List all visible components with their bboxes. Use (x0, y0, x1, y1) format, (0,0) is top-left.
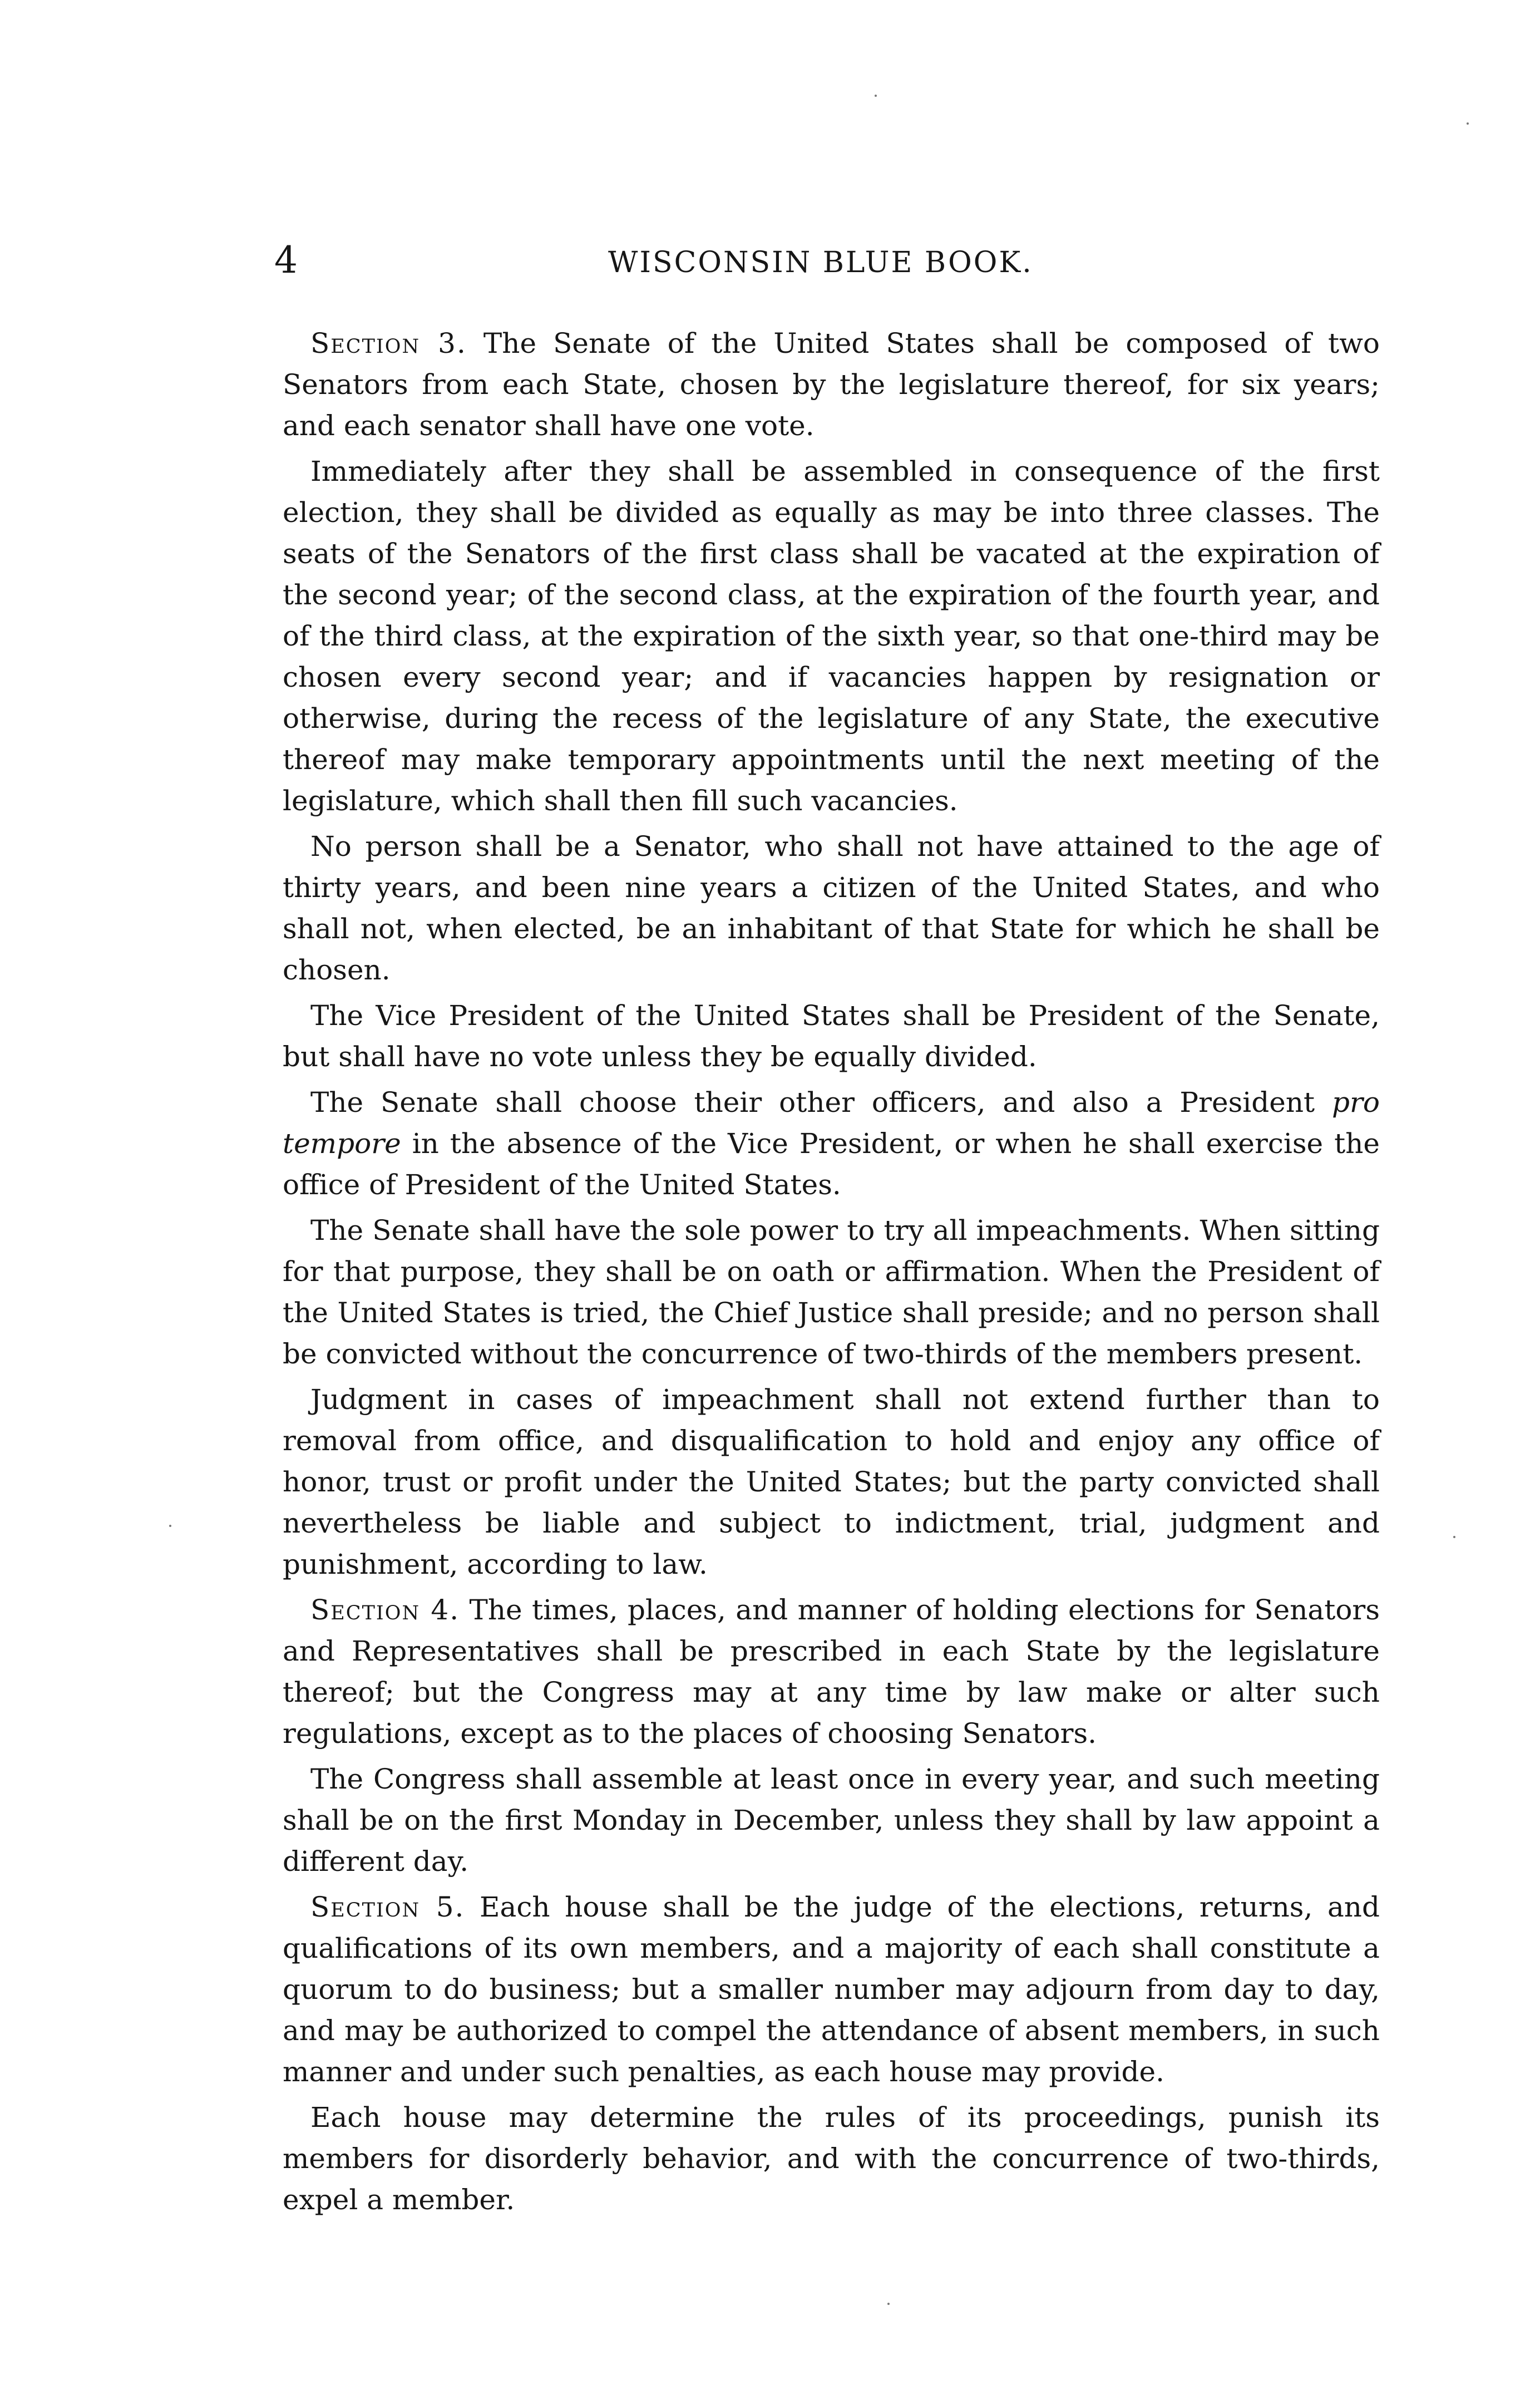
paper-speck (169, 1525, 171, 1527)
section-3-paragraph (283, 323, 1380, 446)
running-head (274, 238, 1381, 283)
page-number: 4 (274, 239, 298, 282)
section-3-text: The Senate of the United States shall be composed of two Senators from each State, chosen by the legislature thereof, for six years; and each senator shall have one vote. (283, 327, 1380, 442)
paper-speck (1453, 1536, 1455, 1538)
senate-classes-paragraph: Immediately after they shall be assembled in consequence of the first election, they shall be divided as equally as may be into three classes. The seats of the Senators of the first class shall be vacated at the expiration of the second year; of the second class, at the expiration of the fourth year, and of the third class, at the expiration of the sixth year, so that one-third may be chosen every second year; and if vacancies happen by resignation or otherwise, during the recess of the legislature of any State, the executive thereof may make temporary appointments until the next meeting of the legislature, which shall then fill such vacancies. (283, 455, 1380, 817)
section-3-label: Section 3. (310, 327, 467, 359)
impeachment-trial-paragraph: The Senate shall have the sole power to try all impeachments. When sitting for that purpose, they shall be on oath or affirmation. When the President of the United States is tried, the Chief Justice shall preside; and no person shall be convicted without the concurrence of two-thirds of the members present. (283, 1214, 1380, 1370)
section-5-paragraph (283, 1886, 1380, 2092)
senate-officers-text-start: The Senate shall choose their other officers, and also a President (310, 1086, 1332, 1119)
house-rules-paragraph: Each house may determine the rules of its proceedings, punish its members for disorderly behavior, and with the concurrence of two-thirds, expel a member. (283, 2101, 1380, 2216)
section-4-label: Section 4. (310, 1594, 460, 1626)
section-4-text: The times, places, and manner of holding elections for Senators and Representatives shall be prescribed in each State by the legislature thereof; but the Congress may at any time by law make or alter such regulations, except as to the places of choosing Senators. (283, 1594, 1380, 1750)
paper-speck (1467, 122, 1469, 125)
section-5-label: Section 5. (310, 1891, 465, 1923)
paper-speck (887, 2303, 890, 2305)
senate-officers-text-end: in the absence of the Vice President, or when he shall exercise the office of President of the United States. (283, 1127, 1380, 1201)
senate-officers-paragraph (283, 1082, 1380, 1205)
running-title: WISCONSIN BLUE BOOK. (608, 246, 1033, 279)
vice-president-paragraph: The Vice President of the United States shall be President of the Senate, but shall have no vote unless they be equally divided. (283, 999, 1380, 1073)
section-4-paragraph (283, 1589, 1380, 1754)
pro-tempore-italic: pro tempore (283, 1086, 1380, 1160)
paper-speck (875, 95, 877, 97)
senator-qualifications-paragraph: No person shall be a Senator, who shall not have attained to the age of thirty years, and been nine years a citizen of the United States, and who shall not, when elected, be an inhabitant of that State for which he shall be chosen. (283, 830, 1380, 986)
congress-assembly-paragraph: The Congress shall assemble at least once in every year, and such meeting shall be on the first Monday in December, unless they shall by law appoint a different day. (283, 1763, 1380, 1878)
section-5-text: Each house shall be the judge of the elections, returns, and qualifications of its own members, and a majority of each shall constitute a quorum to do business; but a smaller number may adjourn from day to day, and may be authorized to compel the attendance of absent members, in such manner and under such penalties, as each house may provide. (283, 1891, 1380, 2088)
impeachment-judgment-paragraph: Judgment in cases of impeachment shall not extend further than to removal from office, and disqualification to hold and enjoy any office of honor, trust or profit under the United States; but the party convicted shall nevertheless be liable and subject to indictment, trial, judgment and punishment, according to law. (283, 1383, 1380, 1580)
body-text (283, 323, 1380, 2225)
